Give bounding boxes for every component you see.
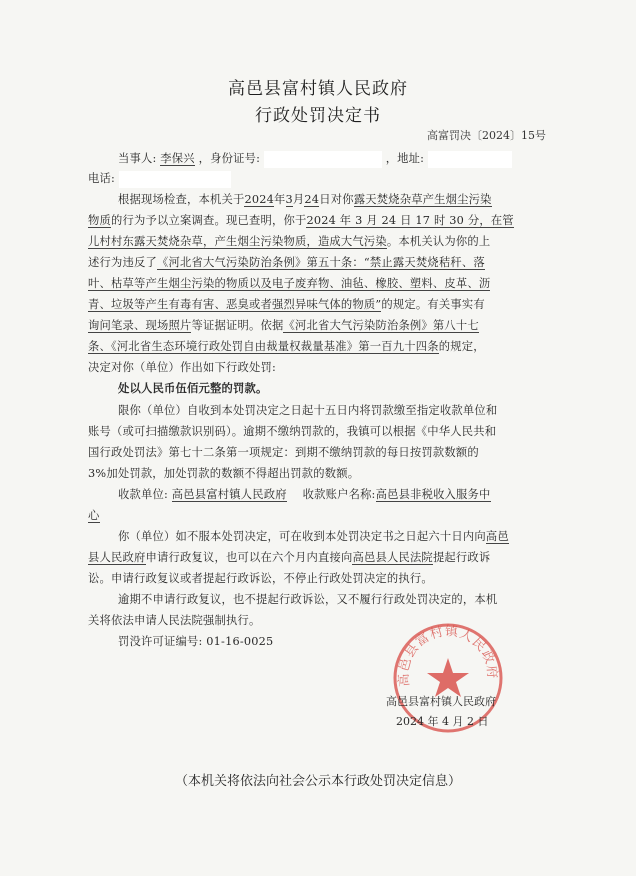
text: 决定对你（单位）作出如下行政处罚: [88,361,276,374]
violated-law-cont: 叶、枯草等产生烟尘污染的物质以及电子废弃物、油毡、橡胶、塑料、皮革、沥 [88,277,491,290]
document-title: 行政处罚决定书 [255,106,381,126]
redacted-phone [119,171,231,188]
review-authority-cont: 县人民政府 [88,551,146,564]
p1-line2 [88,212,514,228]
p1-line6 [88,296,485,312]
violation-act: 露天焚烧杂草产生烟尘污染 [353,193,492,206]
p1-line1 [118,191,492,207]
date-month: 3 [285,193,293,206]
p1-line7 [88,317,479,333]
text: 。本机关认为你的上 [386,235,491,248]
p5-line1 [118,528,509,544]
signature-date: 2024 年 4 月 2 日 [396,715,489,728]
p6-line1: 逾期不申请行政复议，也不提起行政诉讼，又不履行行政处罚决定的，本机 [118,593,498,606]
payee-label: 收款单位: [118,488,168,501]
text: 年 [274,193,286,206]
text: 根据现场检查，本机关于 [118,193,245,206]
p3-line4: 3%加处罚款，加处罚款的数额不得超出罚款的数额。 [88,467,360,480]
signature-org: 高邑县富村镇人民政府 [386,695,496,708]
license-number: 罚没许可证编号: 01-16-0025 [118,635,274,648]
violation-time: 2024 年 3 月 24 日 17 时 30 分，在管 [306,214,514,227]
party-label: 当事人: [118,152,157,165]
p3-line1: 限你（单位）自收到本处罚决定之日起十五日内将罚款缴至指定收款单位和 [118,404,498,417]
text: 的行为予以立案调查。现已查明，你于 [111,214,307,227]
disclosure-note: （本机关将依法向社会公示本行政处罚决定信息） [174,774,461,789]
p3-line2: 账号（或可扫描缴款识别码）。逾期不缴纳罚款的，我镇可以根据《中华人民共和 [88,425,497,438]
account-name: 高邑县非税收入服务中 [375,488,491,501]
p3-line3: 国行政处罚法》第七十二条第一项规定：到期不缴纳罚款的每日按罚款数额的 [88,446,479,459]
phone-line [88,170,231,188]
redacted-address [428,151,512,168]
text: 日对你 [319,193,354,206]
address-label: ，地址: [385,152,425,165]
date-day: 24 [304,193,320,206]
p5-line3: 讼。申请行政复议或者提起行政诉讼，不停止行政处罚决定的执行。 [88,572,433,585]
legal-basis: 《河北省大气污染防治条例》第八十七 [283,319,479,332]
phone-label: 电话: [88,172,116,185]
evidence: 询问笔录、现场照片 [88,319,192,332]
text: 提起行政诉 [432,551,491,564]
text: 等证据证明。依据 [191,319,284,332]
issuer-title: 高邑县富村镇人民政府 [228,79,408,99]
text: 的规定。有关事实有 [381,298,485,311]
payee: 高邑县富村镇人民政府 [171,488,287,501]
p1-line5 [88,275,490,291]
violated-law: 《河北省大气污染防治条例》第五十条：“禁止露天焚烧秸秆、落 [156,256,485,269]
review-authority: 高邑 [485,530,509,543]
violation-location: 儿村村东露天焚烧杂草，产生烟尘污染物质，造成大气污染 [88,235,387,248]
document-number: 高富罚决〔2024〕15号 [427,129,546,142]
text: 你（单位）如不服本处罚决定，可在收到本处罚决定书之日起六十日内向 [118,530,486,543]
penalty-statement: 处以人民币伍佰元整的罚款。 [118,382,268,395]
text: 的规定， [438,340,485,353]
p5-line2 [88,549,490,565]
party-line [118,150,512,168]
p1-line3 [88,233,490,249]
text: 述行为违反了 [88,256,157,269]
text: 月 [292,193,305,206]
legal-basis-cont: 条、《河北省生态环境行政处罚自由裁量权裁量基准》第一百九十四条 [88,340,439,353]
id-label: ，身份证号: [198,152,261,165]
text: 申请行政复议，也可以在六个月内直接向 [145,551,353,564]
violated-law-end: 青、垃圾等产生有毒有害、恶臭或者强烈异味气体的物质” [88,298,382,311]
violation-act-cont: 物质 [88,214,111,227]
p1-line8 [88,338,485,354]
p1-line9 [88,359,276,375]
party-name: 李保兴 [160,152,195,165]
redacted-id [264,151,382,168]
court: 高邑县人民法院 [352,551,433,564]
svg-text:高邑县富村镇人民政府: 高邑县富村镇人民政府 [396,624,500,688]
date-year: 2024 [244,193,275,206]
account-label: 收款账户名称: [302,488,376,501]
p6-line2: 关将依法申请人民法院强制执行。 [88,614,261,627]
payee-line [118,486,491,502]
payee-line2 [88,507,100,523]
p1-line4 [88,254,485,270]
account-name-cont: 心 [88,509,100,522]
